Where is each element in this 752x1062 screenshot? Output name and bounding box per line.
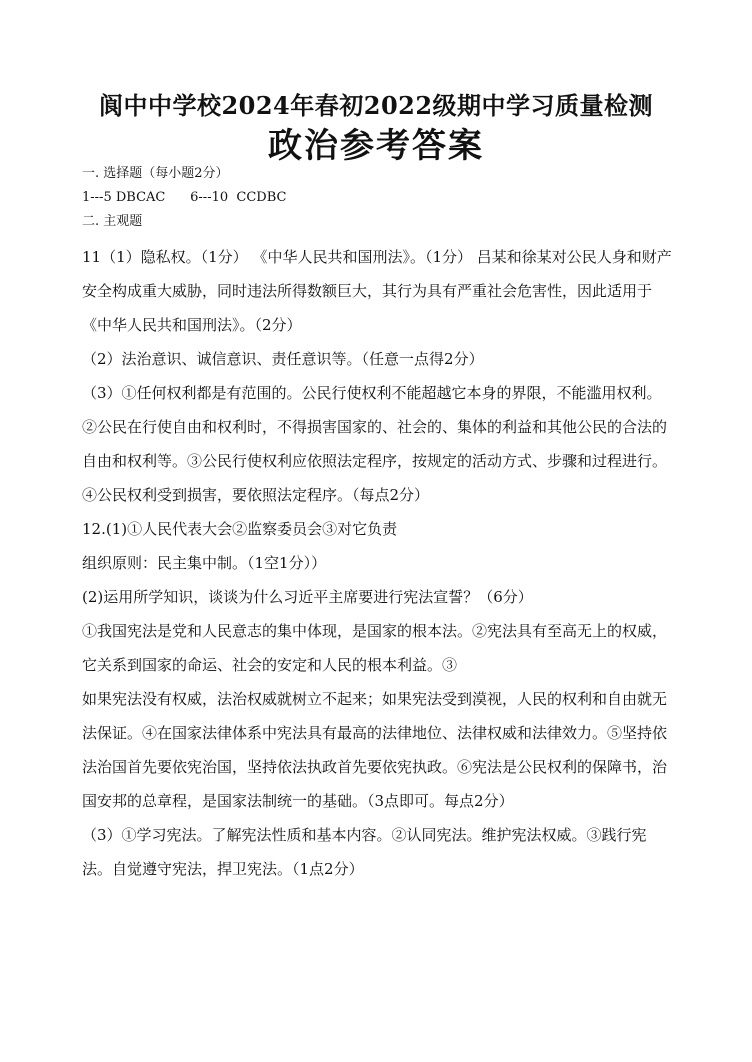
question-12 xyxy=(82,512,672,886)
q12-part1: 12.(1)①人民代表大会②监察委员会③对它负责 xyxy=(82,520,398,538)
q12-part2-question: (2)运用所学知识，谈谈为什么习近平主席要进行宪法宣誓？（6分） xyxy=(82,588,533,606)
q11-part2: （2）法治意识、诚信意识、责任意识等。（任意一点得2分） xyxy=(82,350,484,368)
answer-body xyxy=(82,162,672,886)
q12-principle: 组织原则：民主集中制。（1空1分）） xyxy=(82,554,327,572)
document-title: 阆中中学校2024年春初2022级期中学习质量检测 xyxy=(98,91,654,120)
section2-heading: 二. 主观题 xyxy=(82,214,143,229)
choice-answers: 1---5 DBCAC 6---10 CCDBC xyxy=(82,190,287,205)
q11-part1: 11（1）隐私权。（1分） 《中华人民共和国刑法》。（1分） 吕某和徐某对公民人身和财产安全构成重大威胁，同时违法所得数额巨大，其行为具有严重社会危害性，因此适用于《中华人民共和国刑法》。（2分） xyxy=(82,248,672,334)
section1-heading: 一. 选择题（每小题2分） xyxy=(82,166,229,181)
q12-part3: （3）①学习宪法。了解宪法性质和基本内容。②认同宪法。维护宪法权威。③践行宪法。自觉遵守宪法，捍卫宪法。（1点2分） xyxy=(82,826,647,878)
q12-part2-answer-a: ①我国宪法是党和人民意志的集中体现，是国家的根本法。②宪法具有至高无上的权威，它关系到国家的命运、社会的安定和人民的根本利益。③ xyxy=(82,622,668,674)
document-subtitle: 政治参考答案 xyxy=(268,126,484,166)
question-11 xyxy=(82,240,672,512)
q11-part3: （3）①任何权利都是有范围的。公民行使权利不能超越它本身的界限，不能滥用权利。②公民在行使自由和权利时，不得损害国家的、社会的、集体的利益和其他公民的合法的自由和权利等。③公民行使权利应依照法定程序，按规定的活动方式、步骤和过程进行。④公民权利受到损害，要依照法定程序。（每点2分） xyxy=(82,384,668,504)
q12-part2-answer-b: 如果宪法没有权威，法治权威就树立不起来；如果宪法受到漠视，人民的权利和自由就无法保证。④在国家法律体系中宪法具有最高的法律地位、法律权威和法律效力。⑤坚持依法治国首先要依宪治国，坚持依法执政首先要依宪执政。⑥宪法是公民权利的保障书，治国安邦的总章程，是国家法制统一的基础。（3点即可。每点2分） xyxy=(82,690,668,810)
